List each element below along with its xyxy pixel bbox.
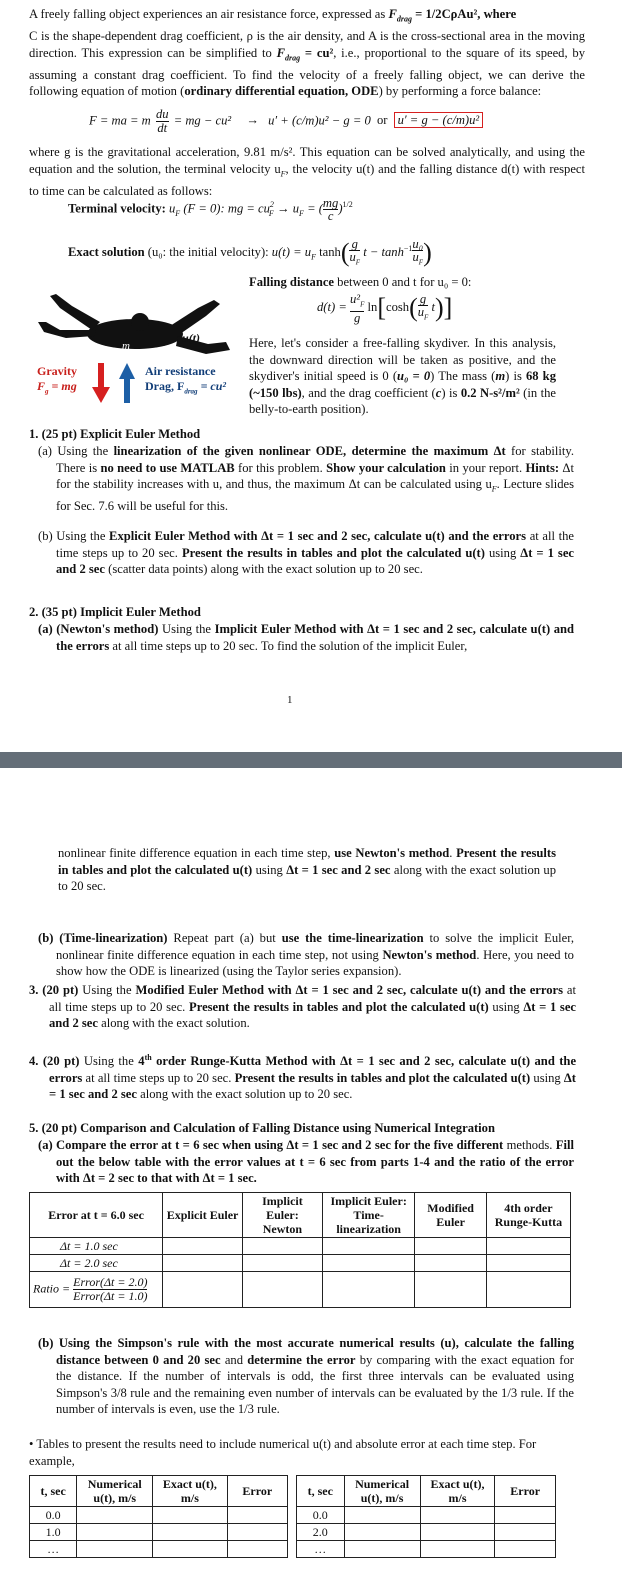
here-text-6: (in the belly-to-earth position). [249,385,556,417]
exact-u0: u₀ [412,237,424,251]
fg-sub: g [45,387,49,396]
table-row: 1.0 [30,1524,288,1541]
ode-bold: ordinary differential equation, ODE [184,84,379,99]
terminal-velocity-line: Terminal velocity: $u_F$ (F = 0): mg = $cu^2_F \to u_F$ = ( $\frac{mg}{c}$ )$^{1/2}$ [68,196,353,223]
exact-t: t − tanh [363,245,404,260]
bullet-icon: • [29,1437,34,1451]
term-eq3: → u [276,201,300,216]
t1-header-newton: Implicit Euler: Newton [242,1193,322,1238]
drag-eq: = cu² [200,379,226,393]
page-1 [0,0,622,752]
eq1-denominator: dt [157,121,168,135]
exact-uF: u [349,250,356,264]
table-row: 0.0 [30,1507,288,1524]
term-u: u [168,201,176,216]
table-row [30,1272,571,1308]
force-arrows [90,361,138,405]
here-text-5: ) is [441,385,458,400]
fg-sym: F [37,379,46,393]
where-text-2: , the velocity u(t) and the falling distance d(t) with respect to time can be calculated as follows: [29,161,585,198]
exact-eq: u(t) = u [271,245,312,260]
q5a-text: (a) Compare the error at t = 6 sec when using Δt = 1 sec and 2 sec for the five different methods. Fill out the below table with the error values at t = 6 sec from parts 1-4 and the ratio of the error with Δt = 2 sec to that with Δt = 1 sec. [38,1138,574,1186]
example-table-right: t, sec Numerical u(t), m/s Exact u(t), m/s Error 0.0 2.0 … [296,1475,556,1558]
exact-solution-line: Exact solution (u₀: the initial velocity): $u(t) = u_F$ tanh( $\frac{g}{u_F}$ $t - \tanh^{-1}$ $\frac{\text{u₀}}{u_F}$ ) [68,237,432,267]
fdrag-sub: drag [396,14,412,24]
here-text-3: ) is [505,369,522,384]
equation-force-balance [89,108,483,135]
ratio-cell: Ratio = Error(Δt = 2.0) Error(Δt = 1.0) [30,1272,163,1308]
here-u0: u₀ = 0 [397,369,431,384]
fall-numerator: u² [350,292,361,306]
eq1-boxed: u′ = g − (c/m)u² [394,112,484,128]
exact-g: g [349,238,360,251]
fall-rest: between 0 and t for u₀ = 0: [337,275,472,289]
page-separator [0,752,622,768]
here-cval: 0.2 N-s²/m² [460,385,520,400]
here-m: m [495,369,506,384]
arrow-down-icon [92,363,110,403]
q2-heading: 2. (35 pt) Implicit Euler Method [29,605,201,619]
intro-text-2: C is the shape-dependent drag coefficient, ρ is the air density, and A is the cross-sectional area in the moving direction. This expression can be simplified to [29,29,585,60]
drag-text: Drag, F [145,379,185,393]
eq1-numerator: du [155,107,169,121]
q1-heading: 1. (25 pt) Explicit Euler Method [29,427,201,441]
gravity-label [37,364,77,399]
t1-header-error: Error at t = 6.0 sec [30,1193,163,1238]
example-table-left: t, sec Numerical u(t), m/s Exact u(t), m/s Error 0.0 1.0 … [29,1475,288,1558]
fdrag-eq2: = cu² [304,45,334,60]
t1-header-explicit: Explicit Euler [163,1193,243,1238]
fdrag-symbol: F [388,7,397,21]
term-denominator: c [327,209,334,223]
intro-text-4: ) by performing a force balance: [378,84,542,99]
q2a-continued: nonlinear finite difference equation in each time step, use Newton's method. Present the results in tables and plot the calculated u(t) using Δt = 1 sec and 2 sec along with the exact solution up to 20 sec. [58,846,557,894]
air-text: Air resistance [145,364,216,378]
where-paragraph [29,144,585,199]
arrow-icon: → [246,113,259,128]
table-row: Δt = 1.0 sec [30,1238,571,1255]
exact-tanh: tanh [319,245,341,260]
eq1-mid: u′ + (c/m)u² − g = 0 [268,113,371,128]
eq1-or: or [376,113,388,128]
term-numerator: mg [322,196,339,210]
table-row: 0.0 [297,1507,556,1524]
fdrag-eq: = 1/2CρAu², where [415,7,517,21]
intro-text-1: A freely falling object experiences an air resistance force, expressed as [29,7,386,21]
q2b-text: (b) (Time-linearization) Repeat part (a) but use the time-linearization to solve the implicit Euler, nonlinear finite difference equation in each time step, not using Newton's method. Here, you need to show how the ODE is linearized (using the Taylor series expansion). [38,931,575,979]
term-exp: 1/2 [342,200,353,210]
t1-header-timelin: Implicit Euler: Time-linearization [322,1193,415,1238]
skydiver-silhouette-icon [38,294,230,354]
uF-sub: F [280,169,286,179]
arrow-up-icon [119,363,135,403]
falling-distance-eq: d(t) = $\frac{u^2_F}{g}$ ln[cosh( $\frac{g}{u_F}$ t)] [317,292,453,325]
skydiver-paragraph [249,335,556,418]
page-number: 1 [287,694,293,706]
fall-label: Falling distance [249,275,335,289]
term-eq2: (F = 0): mg = cu [183,201,270,216]
error-comparison-table [29,1192,571,1308]
eq1-left: F = ma = m [89,113,151,128]
q1b-text: (b) Using the Explicit Euler Method with Δt = 1 sec and 2 sec, calculate u(t) and the errors at all the time steps up to 20 sec. Present the results in tables and plot the calculated u(t) using Δt = 1 sec and 2 sec (scatter data points) along with the exact solution up to 20 sec. [38,529,575,577]
here-c: c [435,385,442,400]
fig-u-label: u(t) [182,331,200,345]
fall-denominator: g [354,310,361,325]
term-pow: ) [338,201,343,216]
fall-eq: d(t) = [317,300,347,315]
terminal-label: Terminal velocity: [68,201,166,216]
exact-paren: (u₀: the initial velocity): [147,245,269,260]
here-text-4: , and the drag coefficient ( [301,385,436,400]
page-2 [0,768,622,1579]
gravity-text: Gravity [37,364,77,378]
where-text: where g is the gravitational acceleration, 9.81 m/s². This equation can be solved analytically, and using the equation and the solution, the terminal velocity u [29,145,585,176]
q5b-text: (b) Using the Simpson's rule with the most accurate numerical results (u), calculate the falling distance between 0 and 20 sec and determine the error by comparing with the exact equation for the distance. If the number of intervals is odd, the first three intervals can be evaluated using Simpson's 3/8 rule and the remaining even number of intervals can be evaluated by the 1/3 rule. If the number of intervals is even, use the 1/3 rule. [38,1336,574,1417]
exact-inv: −1 [403,243,413,253]
q5-heading: 5. (20 pt) Comparison and Calculation of Falling Distance using Numerical Integration [29,1121,495,1135]
here-text-2: ) The mass ( [430,369,496,384]
eq1-right: = mg − cu² [173,113,232,128]
bullet-note: • Tables to present the results need to include numerical u(t) and absolute error at each time step. For example, [29,1437,537,1468]
table-row: 2.0 [297,1524,556,1541]
exact-label: Exact solution [68,245,145,260]
q4-text: 4. (20 pt) Using the 4th order Runge-Kutta Method with Δt = 1 sec and 2 sec, calculate u(t) and the errors at all time steps up to 20 sec. Present the results in tables and plot the calculated u(t) using Δt = 1 sec and 2 sec along with the exact solution up to 20 sec. [29,1053,577,1102]
intro-paragraph: A freely falling object experiences an air resistance force, expressed as $F_{drag} = 1/2C\rho Au^2$, where C is the shape-dependent drag coefficient, ρ is the air density, and A is the cross-sectional area in the moving direction. This expression can be simplified to $F_{drag} = cu^2$, i.e., proportional to the square of its speed, by assuming a constant drag coefficient. To find the velocity of a freely falling object, we can derive the following equation of motion (ordinary differential equation, ODE) by performing a force balance: [29,7,585,99]
q3-text: 3. (20 pt) Using the Modified Euler Method with Δt = 1 sec and 2 sec, calculate u(t) and the errors at all time steps up to 20 sec. Present the results in tables and plot the calculated u(t) using Δt = 1 sec and 2 sec along with the exact solution. [29,983,577,1031]
intro-text-3: , i.e., proportional to the square of its speed, by assuming a constant drag coefficient. To find the velocity of a freely falling object, we can derive the following equation of motion ( [29,45,585,99]
t1-header-modified: Modified Euler [415,1193,486,1238]
fig-m-label: m [122,340,130,352]
here-text-1: Here, let's consider a free-falling skydiver. In this analysis, the downward direction will be taken as positive, and the skydiver's initial speed is 0 ( [249,336,556,384]
fg-eq: = mg [51,379,77,393]
t1-header-rk4: 4th order Runge-Kutta [486,1193,570,1238]
here-mass: 68 kg (~150 lbs) [249,369,556,400]
table-row: … [30,1541,288,1558]
air-resistance-label [145,364,226,399]
drag-sub: drag [184,387,198,396]
falling-distance-line [249,274,471,291]
table-row: Δt = 2.0 sec [30,1255,571,1272]
fall-cosh: cosh [385,300,410,315]
q2a-text: (a) (Newton's method) Using the Implicit Euler Method with Δt = 1 sec and 2 sec, calculate u(t) and the errors at all time steps up to 20 sec. To find the solution of the implicit Euler, [38,622,575,653]
table-row: … [297,1541,556,1558]
fall-t: t [431,300,435,315]
term-eq4: = ( [307,201,323,216]
fall-ln: ln [367,300,378,315]
q1a-text: (a) Using the linearization of the given nonlinear ODE, determine the maximum Δt for stability. There is no need to use MATLAB for this problem. Show your calculation in your report. Hints: Δt for the stability increases with u, and thus, the maximum Δt can be calculated using $u_F$. Lecture slides for Sec. 7.6 will be useful for this. [38,444,575,514]
